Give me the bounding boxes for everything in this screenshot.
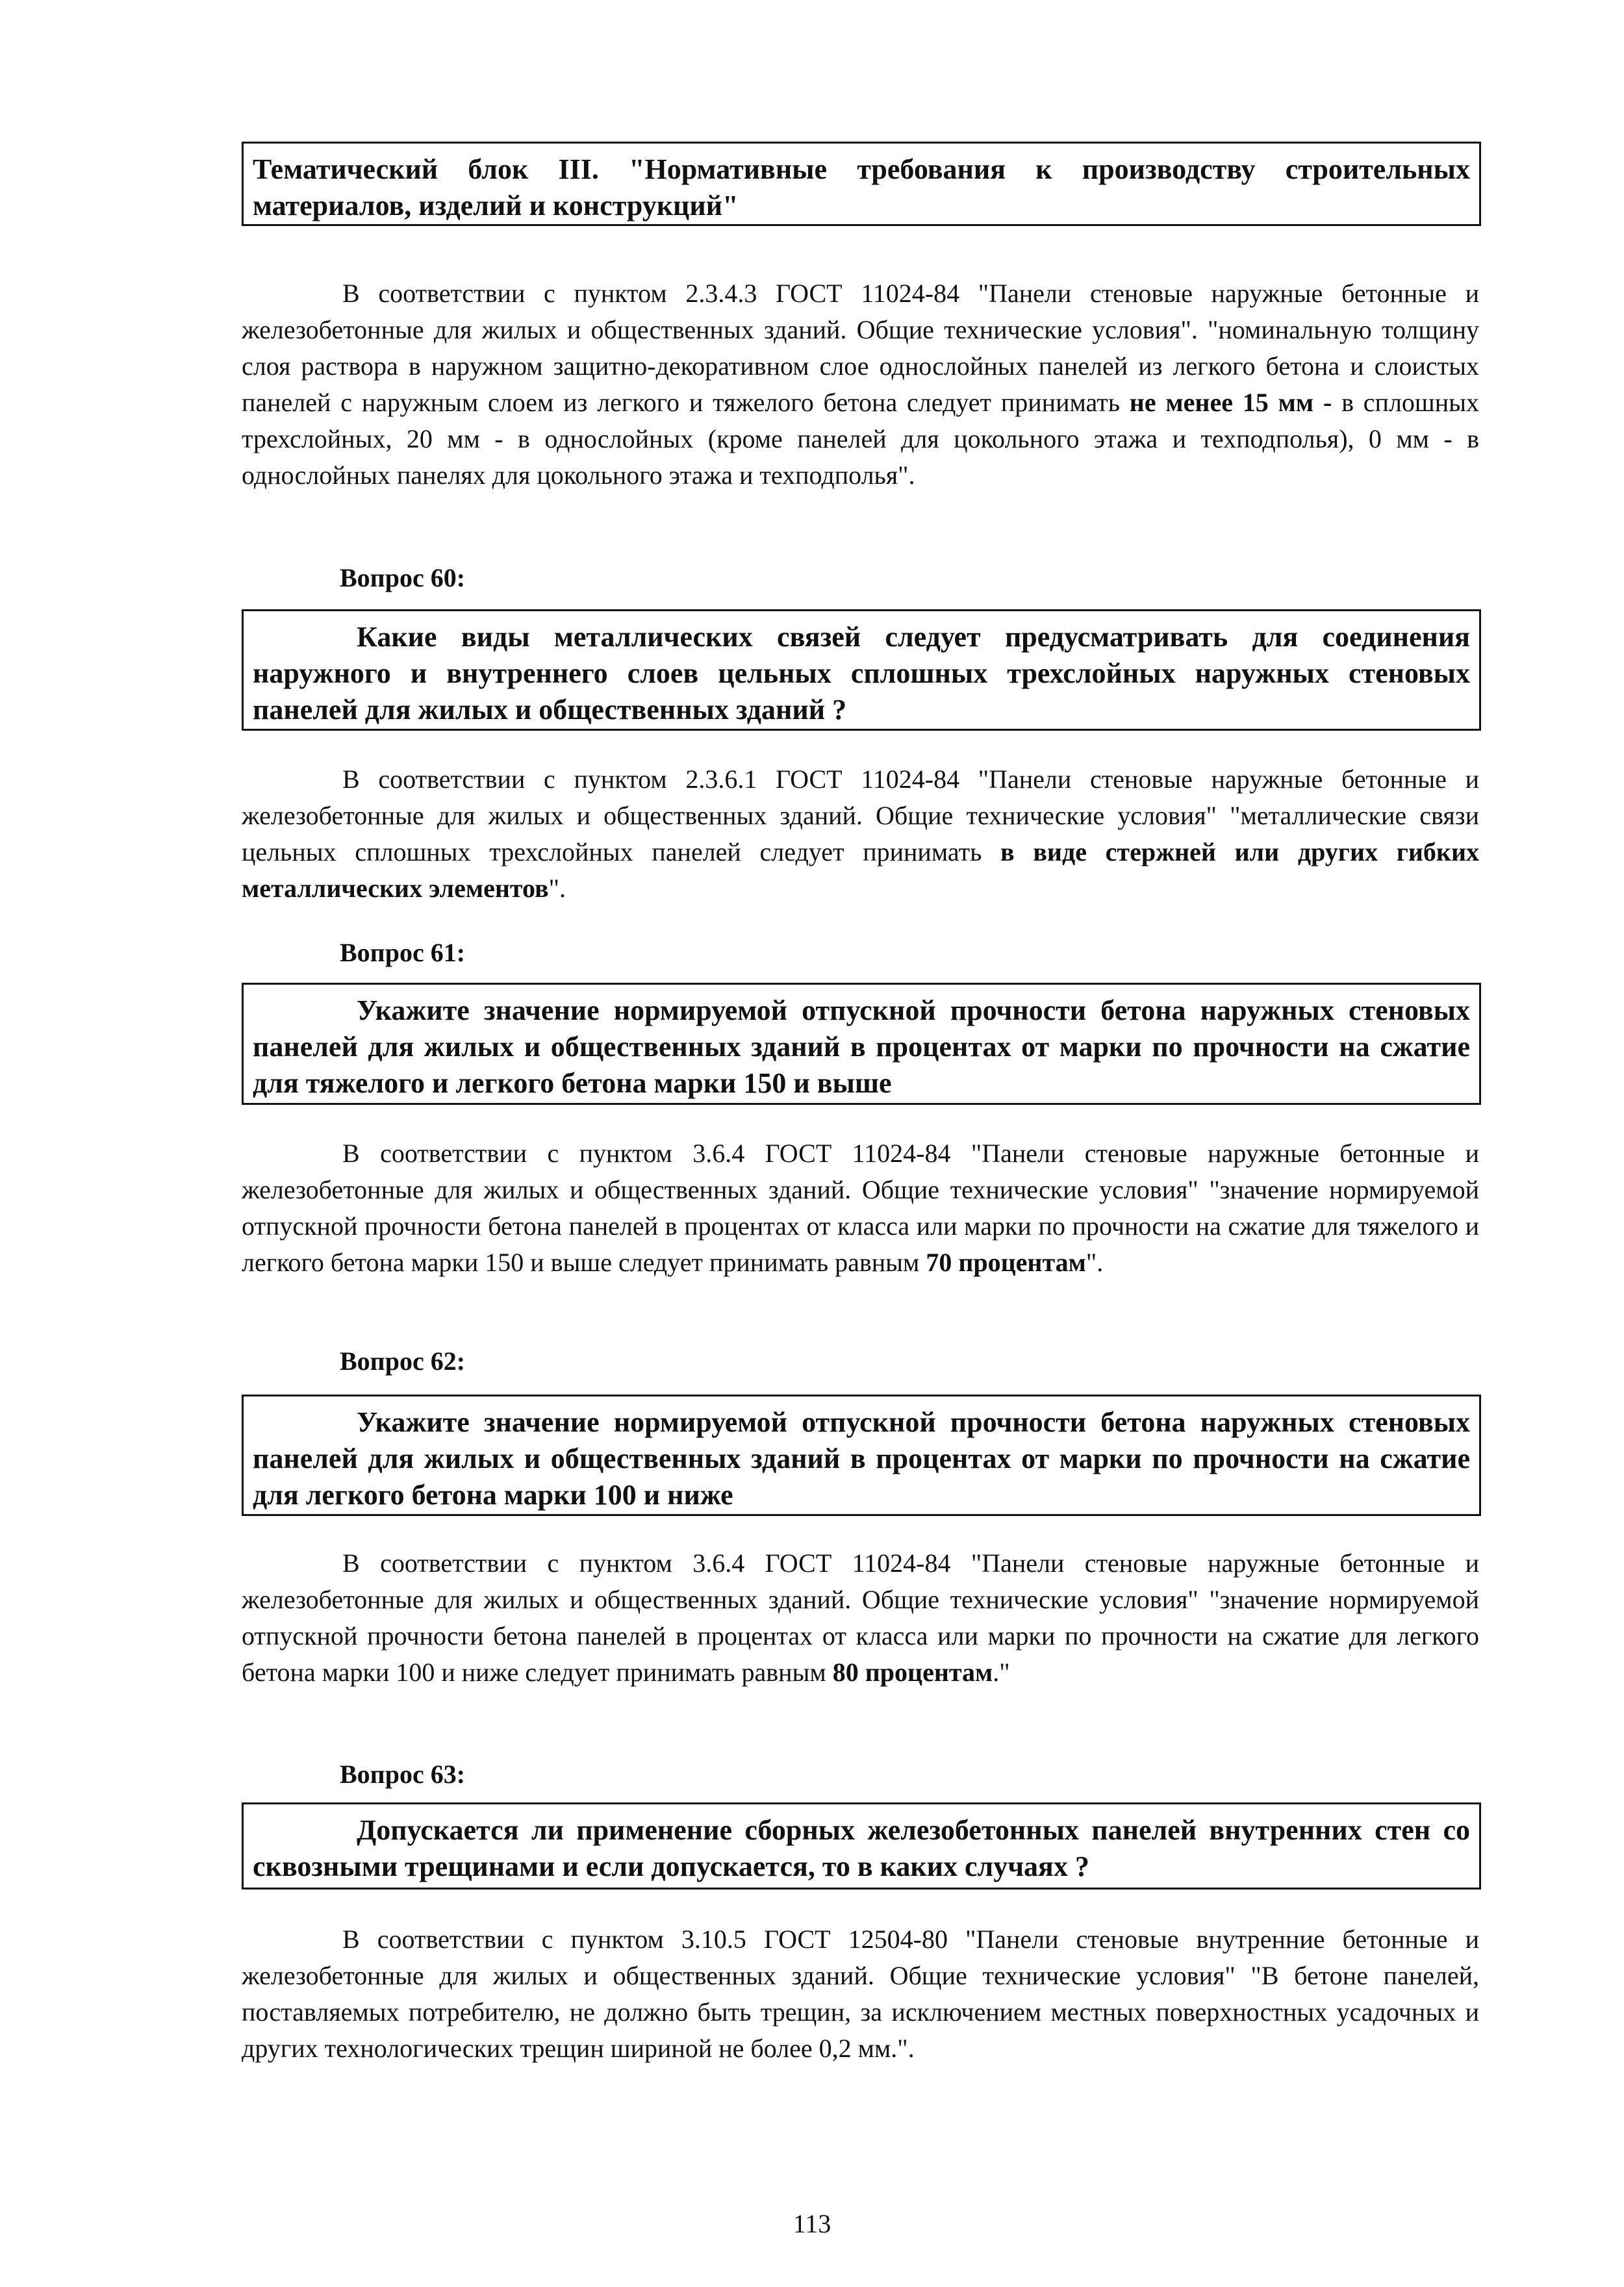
question-60-box (242, 609, 1481, 731)
answer-61-text-a: В соответствии с пунктом 3.6.4 ГОСТ 11024-84 "Панели стеновые наружные бетонные и железобетонные для жилых и общественных зданий. Общие технические условия" "значение нормируемой отпускной прочности бетона панелей в процентах от класса или марки по прочности на сжатие для тяжелого и легкого бетона марки 150 и выше следует принимать равным (242, 1139, 1479, 1277)
answer-61-text-b: ". (1085, 1248, 1104, 1277)
answer-60-text-bold: в виде стержней или других гибких металлических элементов (242, 837, 1480, 903)
answer-60-text-a: В соответствии с пунктом 2.3.6.1 ГОСТ 11024-84 "Панели стеновые наружные бетонные и железобетонные для жилых и общественных зданий. Общие технические условия" "металлические связи цельных сплошных трехслойных панелей следует принимать (242, 764, 1479, 866)
answer-61-text-bold: 70 процентам (926, 1248, 1086, 1277)
question-60-text: Какие виды металлических связей следует предусматривать для соединения наружного и внутреннего слоев цельных сплошных трехслойных наружных стеновых панелей для жилых и общественных зданий ? (253, 621, 1470, 726)
question-62-text: Укажите значение нормируемой отпускной прочности бетона наружных стеновых панелей для жилых и общественных зданий в процентах от марки по прочности на сжатие для легкого бетона марки 100 и ниже (253, 1406, 1470, 1511)
intro-text-b: в сплошных трехслойных, 20 мм - в однослойных (кроме панелей для цокольного этажа и техподполья), 0 мм - в однослойных панелях для цокольного этажа и техподполья". (242, 388, 1480, 490)
question-62-label: Вопрос 62: (340, 1346, 466, 1376)
question-61-box (242, 983, 1481, 1105)
question-63-box (242, 1802, 1481, 1889)
answer-62-text-b: ." (993, 1658, 1010, 1687)
question-61-text: Укажите значение нормируемой отпускной прочности бетона наружных стеновых панелей для жилых и общественных зданий в процентах от марки по прочности на сжатие для тяжелого и легкого бетона марки 150 и выше (253, 994, 1470, 1099)
block-title-box (242, 142, 1481, 226)
answer-62-text-a: В соответствии с пунктом 3.6.4 ГОСТ 11024-84 "Панели стеновые наружные бетонные и железобетонные для жилых и общественных зданий. Общие технические условия" "значение нормируемой отпускной прочности бетона панелей в процентах от класса или марки по прочности на сжатие для легкого бетона марки 100 и ниже следует принимать равным (242, 1548, 1479, 1687)
intro-paragraph (242, 275, 1479, 494)
answer-62-text-bold: 80 процентам (832, 1658, 993, 1687)
answer-62 (242, 1545, 1479, 1691)
question-63-label: Вопрос 63: (340, 1760, 466, 1789)
answer-61 (242, 1135, 1479, 1281)
page-number: 113 (793, 2209, 831, 2238)
answer-63: В соответствии с пунктом 3.10.5 ГОСТ 12504-80 "Панели стеновые внутренние бетонные и железобетонные для жилых и общественных зданий. Общие технические условия" "В бетоне панелей, поставляемых потребителю, не должно быть трещин, за исключением местных поверхностных усадочных и других технологических трещин шириной не более 0,2 мм.". (242, 1925, 1479, 2063)
answer-60 (242, 761, 1479, 907)
question-62-box (242, 1395, 1481, 1516)
block-title: Тематический блок III. "Нормативные требования к производству строительных материалов, изделий и конструкций" (253, 153, 1470, 221)
question-61-label: Вопрос 61: (340, 938, 466, 967)
question-63-text: Допускается ли применение сборных железобетонных панелей внутренних стен со сквозными трещинами и если допускается, то в каких случаях ? (253, 1814, 1470, 1882)
intro-text-bold: не менее 15 мм - (1129, 388, 1332, 417)
intro-text-a: В соответствии с пунктом 2.3.4.3 ГОСТ 11024-84 "Панели стеновые наружные бетонные и железобетонные для жилых и общественных зданий. Общие технические условия". "номинальную толщину слоя раствора в наружном защитно-декоративном слое однослойных панелей из легкого бетона и слоистых панелей с наружным слоем из легкого и тяжелого бетона следует принимать (242, 279, 1479, 417)
answer-60-text-b: ". (548, 874, 566, 903)
question-60-label: Вопрос 60: (340, 563, 466, 592)
